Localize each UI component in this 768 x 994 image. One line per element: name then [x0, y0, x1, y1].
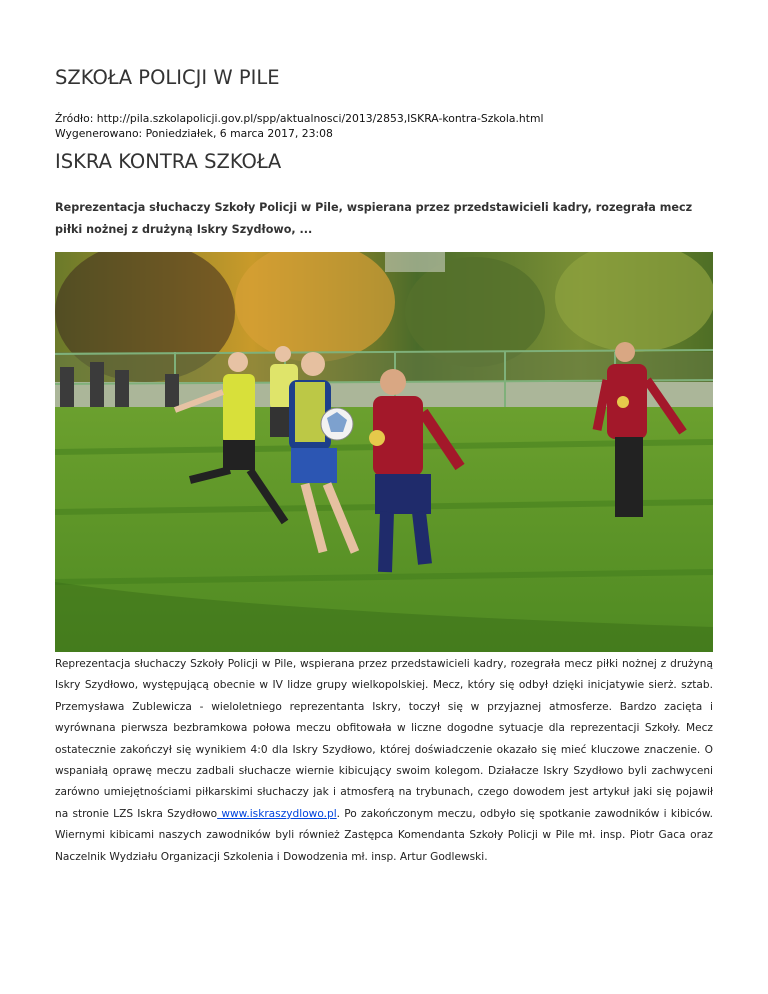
generated-line: Wygenerowano: Poniedziałek, 6 marca 2017, 23:08	[55, 127, 333, 140]
article-title: ISKRA KONTRA SZKOŁA	[55, 150, 282, 173]
body-text-part2: . Po zakończonym meczu, odbyło się spotkanie zawodników i kibiców. Wiernymi kibicami naszych zawodników byli również Zastępca Komendanta Szkoły Policji w Pile mł. insp. Piotr Gaca oraz Naczelnik Wydziału Organizacji Szkolenia i Dowodzenia mł. insp. Artur Godlewski.	[55, 807, 713, 863]
article-body	[55, 654, 713, 868]
article-lead: Reprezentacja słuchaczy Szkoły Policji w Pile, wspierana przez przedstawicieli kadry, rozegrała mecz piłki nożnej z drużyną Iskry Szydłowo, ...	[55, 201, 693, 236]
source-line: Źródło: http://pila.szkolapolicji.gov.pl/spp/aktualnosci/2013/2853,ISKRA-kontra-Szkola.html	[55, 112, 544, 125]
article-photo	[55, 252, 713, 652]
iskra-link[interactable]: www.iskraszydlowo.pl	[217, 807, 337, 820]
meta-info	[55, 111, 543, 141]
site-title: SZKOŁA POLICJI W PILE	[55, 66, 280, 89]
body-text-part1: Reprezentacja słuchaczy Szkoły Policji w Pile, wspierana przez przedstawicieli kadry, rozegrała mecz piłki nożnej z drużyną Iskry Szydłowo, występującą obecnie w IV lidze grupy wielkopolskiej. Mecz, który się odbył dzięki inicjatywie sierż. sztab. Przemysława Zublewicza - wieloletniego reprezentanta Iskry, toczył się w przyjaznej atmosferze. Bardzo zacięta i wyrównana pierwsza bezbramkowa połowa meczu obfitowała w liczne dogodne sytuacje dla reprezentacji Szkoły. Mecz ostatecznie zakończył się wynikiem 4:0 dla Iskry Szydłowo, której doświadczenie okazało się mieć kluczowe znaczenie. O wspaniałą oprawę meczu zadbali słuchacze wiernie kibicujący swoim kolegom. Działacze Iskry Szydłowo byli zachwyceni zarówno umiejętnościami piłkarskimi słuchaczy jak i atmosferą na trybunach, czego dowodem jest artykuł jaki się pojawił na stronie LZS Iskra Szydłowo	[55, 658, 713, 820]
